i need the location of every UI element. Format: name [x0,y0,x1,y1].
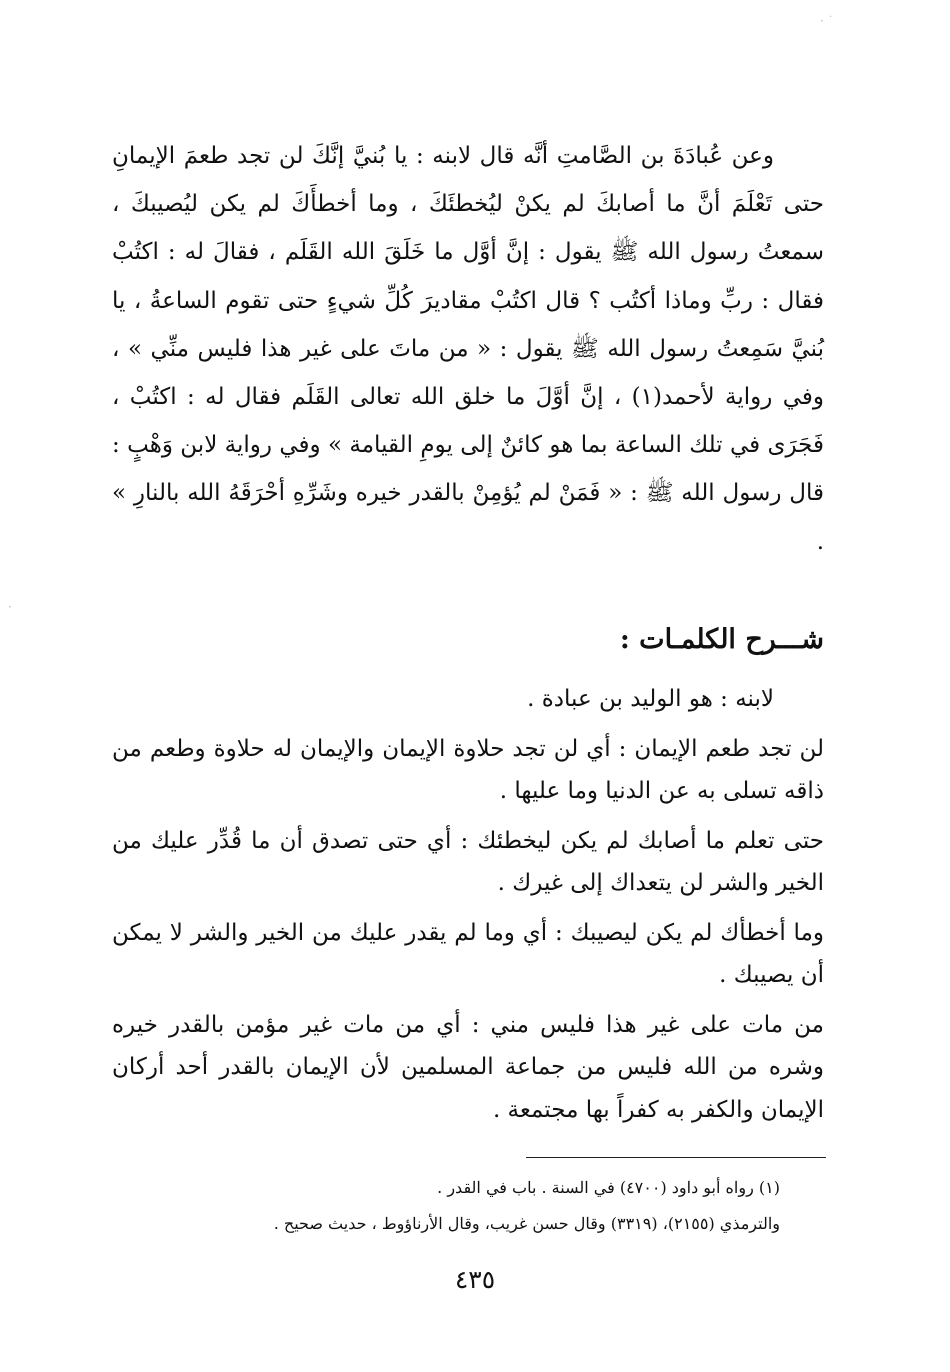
footnote-separator [526,1157,826,1158]
section-heading: شـــرح الكلمـات : [619,624,824,655]
footnote-line: والترمذي (٢١٥٥)، (٣٣١٩) وقال حسن غريب، وقال الأرناؤوط ، حديث صحيح . [273,1214,780,1233]
hadith-paragraph: وعن عُبادَةَ بن الصَّامتِ أنَّه قال لابنه : يا بُنيَّ إنَّكَ لن تجد طعمَ الإيمانِ حتى تَعْلَمَ أنَّ ما أصابكَ لم يكنْ ليُخطئَكَ ، وما أخطأَكَ لم يكن ليُصيبكَ ، سمعتُ رسول الله ﷺ يقول : إنَّ أوَّل ما خَلَقَ الله القَلَم ، فقالَ له : اكتُبْ فقال : ربِّ وماذا أكتُب ؟ قال اكتُبْ مقاديرَ كُلِّ شيءٍ حتى تقوم الساعةُ ، يا بُنيَّ سَمِعتُ رسول الله ﷺ يقول : « من ماتَ على غير هذا فليس منِّي » ، وفي رواية لأحمد(١) ، إنَّ أوَّلَ ما خلق الله تعالى القَلَم فقال له : اكتُبْ ، فَجَرَى في تلك الساعة بما هو كائنٌ إلى يومِ القيامة » وفي رواية لابن وَهْبٍ : قال رسول الله ﷺ : « فَمَنْ لم يُؤمِنْ بالقدر خيره وشَرِّهِ أحْرَقَهُ الله بالنارِ » . [112,143,824,555]
definition-item: وما أخطأك لم يكن ليصيبك : أي وما لم يقدر عليك من الخير والشر لا يمكن أن يصيبك . [112,919,824,988]
main-text [112,132,824,566]
definition-item: من مات على غير هذا فليس مني : أي من مات غير مؤمن بالقدر خيره وشره من الله فليس من جماعة المسلمين لأن الإيمان بالقدر أحد أركان الإيمان والكفر به كفراً بها مجتمعة . [112,1011,824,1123]
footnotes [112,1170,824,1242]
definition-item: حتى تعلم ما أصابك لم يكن ليخطئك : أي حتى تصدق أن ما قُدِّر عليك من الخير والشر لن يتعداك إلى غيرك . [112,827,824,896]
page-number: ٤٣٥ [454,1265,496,1294]
definition-item: لن تجد طعم الإيمان : أي لن تجد حلاوة الإيمان والإيمان له حلاوة وطعم من ذاقه تسلى به عن الدنيا وما عليها . [112,735,824,804]
scan-speck: · [8,600,12,614]
word-explanations [112,678,824,1138]
scan-speck: · ˙ [820,14,834,28]
definition-item: لابنه : هو الوليد بن عبادة . [527,686,774,712]
footnote-line: (١) رواه أبو داود (٤٧٠٠) في السنة . باب في القدر . [437,1178,780,1197]
